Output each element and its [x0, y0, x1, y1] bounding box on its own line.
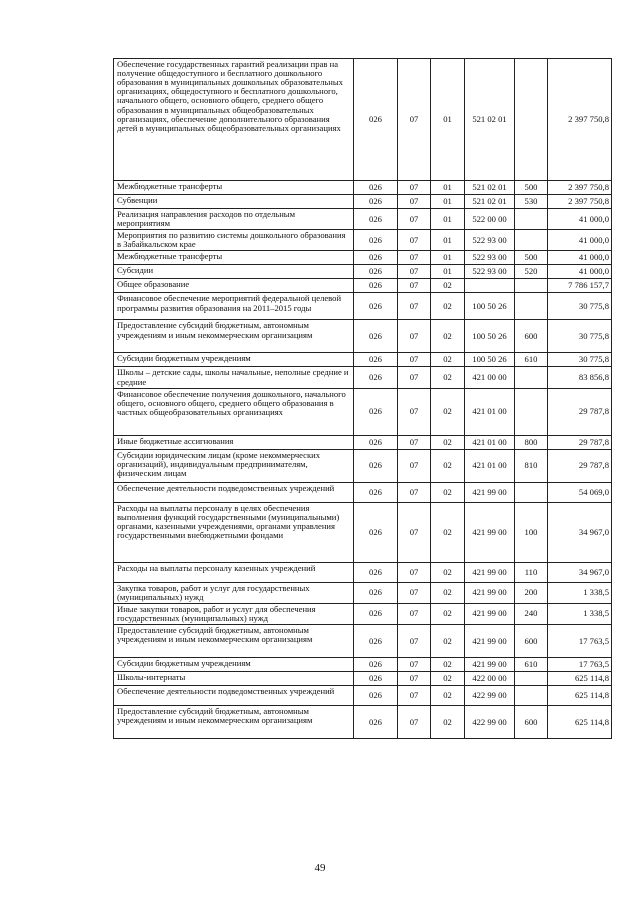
row-name: Расходы на выплаты персоналу в целях обеспечения выполнения функций государственными (муниципальными) органами, казенными учреждениями, органами управления государственными внебюджетными фондами	[114, 502, 354, 562]
row-subsection-code: 01	[431, 230, 465, 251]
row-subsection-code: 02	[431, 658, 465, 672]
row-expense-type: 600	[515, 625, 548, 658]
row-expense-type	[515, 293, 548, 320]
row-ved-code: 026	[354, 482, 398, 502]
row-name: Субсидии юридическим лицам (кроме некоммерческих организаций), индивидуальным предпринимателям, физическим лицам	[114, 449, 354, 482]
table-row	[114, 230, 612, 251]
row-section-code: 07	[398, 582, 431, 603]
row-expense-type: 240	[515, 603, 548, 624]
row-expense-type	[515, 279, 548, 293]
row-target-article: 421 99 00	[465, 603, 515, 624]
row-target-article: 421 01 00	[465, 449, 515, 482]
row-subsection-code: 02	[431, 449, 465, 482]
row-expense-type: 520	[515, 265, 548, 279]
row-subsection-code: 02	[431, 686, 465, 706]
row-ved-code: 026	[354, 209, 398, 230]
row-expense-type: 800	[515, 435, 548, 449]
row-target-article: 422 99 00	[465, 706, 515, 739]
row-section-code: 07	[398, 209, 431, 230]
table-row	[114, 181, 612, 195]
row-expense-type: 530	[515, 195, 548, 209]
table-row	[114, 353, 612, 367]
row-ved-code: 026	[354, 195, 398, 209]
row-name: Реализация направления расходов по отдельным мероприятиям	[114, 209, 354, 230]
page-number: 49	[314, 862, 326, 874]
row-name: Субсидии бюджетным учреждениям	[114, 658, 354, 672]
row-amount: 41 000,0	[548, 251, 612, 265]
row-section-code: 07	[398, 230, 431, 251]
row-target-article: 521 02 01	[465, 195, 515, 209]
row-target-article: 522 00 00	[465, 209, 515, 230]
row-name: Обеспечение государственных гарантий реализации прав на получение общедоступного и бесплатного дошкольного образования в муниципальных дошкольных образовательных организациях, общедоступного и бесплатного дошкольного, начального общего, основного общего, среднего общего образования в муниципальных общеобразовательных организациях, обеспечение дополнительного образования детей в муниципальных общеобразовательных организациях	[114, 59, 354, 181]
row-amount: 83 856,8	[548, 367, 612, 388]
row-ved-code: 026	[354, 293, 398, 320]
row-ved-code: 026	[354, 367, 398, 388]
row-name: Предоставление субсидий бюджетным, автономным учреждениям и иным некоммерческим организациям	[114, 320, 354, 353]
table-row	[114, 435, 612, 449]
row-subsection-code: 02	[431, 482, 465, 502]
row-subsection-code: 02	[431, 320, 465, 353]
row-expense-type	[515, 388, 548, 435]
row-ved-code: 026	[354, 686, 398, 706]
row-subsection-code: 02	[431, 388, 465, 435]
row-amount: 1 338,5	[548, 603, 612, 624]
budget-table	[113, 58, 612, 739]
row-name: Предоставление субсидий бюджетным, автономным учреждениям и иным некоммерческим организациям	[114, 706, 354, 739]
row-section-code: 07	[398, 293, 431, 320]
row-ved-code: 026	[354, 320, 398, 353]
row-section-code: 07	[398, 625, 431, 658]
row-target-article: 100 50 26	[465, 353, 515, 367]
row-name: Расходы на выплаты персоналу казенных учреждений	[114, 562, 354, 582]
row-section-code: 07	[398, 482, 431, 502]
row-expense-type: 600	[515, 320, 548, 353]
row-amount: 34 967,0	[548, 562, 612, 582]
row-section-code: 07	[398, 251, 431, 265]
row-expense-type	[515, 230, 548, 251]
row-amount: 1 338,5	[548, 582, 612, 603]
row-subsection-code: 02	[431, 625, 465, 658]
table-row	[114, 388, 612, 435]
row-ved-code: 026	[354, 388, 398, 435]
table-row	[114, 502, 612, 562]
row-section-code: 07	[398, 672, 431, 686]
row-expense-type	[515, 672, 548, 686]
row-name: Школы-интернаты	[114, 672, 354, 686]
row-amount: 2 397 750,8	[548, 195, 612, 209]
row-amount: 34 967,0	[548, 502, 612, 562]
row-name: Обеспечение деятельности подведомственных учреждений	[114, 686, 354, 706]
row-name: Мероприятия по развитию системы дошкольного образования в Забайкальском крае	[114, 230, 354, 251]
row-amount: 625 114,8	[548, 672, 612, 686]
row-expense-type	[515, 686, 548, 706]
row-expense-type	[515, 482, 548, 502]
row-ved-code: 026	[354, 59, 398, 181]
row-target-article	[465, 279, 515, 293]
row-name: Иные закупки товаров, работ и услуг для обеспечения государственных (муниципальных) нужд	[114, 603, 354, 624]
row-name: Финансовое обеспечение мероприятий федеральной целевой программы развития образования на 2011–2015 годы	[114, 293, 354, 320]
row-target-article: 421 99 00	[465, 625, 515, 658]
row-amount: 29 787,8	[548, 435, 612, 449]
row-target-article: 421 99 00	[465, 502, 515, 562]
row-name: Школы – детские сады, школы начальные, неполные средние и средние	[114, 367, 354, 388]
row-section-code: 07	[398, 706, 431, 739]
row-section-code: 07	[398, 181, 431, 195]
row-subsection-code: 02	[431, 562, 465, 582]
row-amount: 17 763,5	[548, 625, 612, 658]
row-expense-type: 100	[515, 502, 548, 562]
row-target-article: 100 50 26	[465, 293, 515, 320]
row-amount: 625 114,8	[548, 686, 612, 706]
table-row	[114, 582, 612, 603]
row-subsection-code: 02	[431, 672, 465, 686]
row-ved-code: 026	[354, 353, 398, 367]
table-row	[114, 209, 612, 230]
row-expense-type: 200	[515, 582, 548, 603]
row-target-article: 421 99 00	[465, 482, 515, 502]
row-expense-type: 500	[515, 251, 548, 265]
row-ved-code: 026	[354, 706, 398, 739]
row-name: Межбюджетные трансферты	[114, 181, 354, 195]
row-section-code: 07	[398, 353, 431, 367]
row-section-code: 07	[398, 603, 431, 624]
table-row	[114, 482, 612, 502]
table-row	[114, 686, 612, 706]
row-ved-code: 026	[354, 625, 398, 658]
row-target-article: 521 02 01	[465, 59, 515, 181]
row-section-code: 07	[398, 59, 431, 181]
row-subsection-code: 02	[431, 435, 465, 449]
row-amount: 7 786 157,7	[548, 279, 612, 293]
row-subsection-code: 02	[431, 353, 465, 367]
row-section-code: 07	[398, 562, 431, 582]
row-expense-type	[515, 209, 548, 230]
row-ved-code: 026	[354, 251, 398, 265]
table-row	[114, 251, 612, 265]
row-expense-type	[515, 59, 548, 181]
row-name: Предоставление субсидий бюджетным, автономным учреждениям и иным некоммерческим организациям	[114, 625, 354, 658]
table-row	[114, 367, 612, 388]
row-subsection-code: 02	[431, 582, 465, 603]
row-name: Финансовое обеспечение получения дошкольного, начального общего, основного общего, среднего общего образования в частных общеобразовательных организациях	[114, 388, 354, 435]
row-amount: 2 397 750,8	[548, 181, 612, 195]
table-row	[114, 672, 612, 686]
table-row	[114, 706, 612, 739]
row-target-article: 522 93 00	[465, 265, 515, 279]
row-section-code: 07	[398, 449, 431, 482]
row-amount: 2 397 750,8	[548, 59, 612, 181]
row-target-article: 421 01 00	[465, 388, 515, 435]
table-row	[114, 449, 612, 482]
table-row	[114, 279, 612, 293]
row-ved-code: 026	[354, 562, 398, 582]
row-ved-code: 026	[354, 603, 398, 624]
row-amount: 625 114,8	[548, 706, 612, 739]
row-subsection-code: 02	[431, 502, 465, 562]
row-subsection-code: 02	[431, 279, 465, 293]
row-section-code: 07	[398, 320, 431, 353]
row-ved-code: 026	[354, 582, 398, 603]
row-amount: 30 775,8	[548, 353, 612, 367]
row-target-article: 100 50 26	[465, 320, 515, 353]
table-row	[114, 320, 612, 353]
row-amount: 29 787,8	[548, 449, 612, 482]
row-section-code: 07	[398, 435, 431, 449]
row-subsection-code: 01	[431, 265, 465, 279]
row-expense-type: 500	[515, 181, 548, 195]
row-section-code: 07	[398, 388, 431, 435]
row-subsection-code: 01	[431, 59, 465, 181]
row-amount: 30 775,8	[548, 320, 612, 353]
row-section-code: 07	[398, 279, 431, 293]
row-amount: 17 763,5	[548, 658, 612, 672]
row-amount: 30 775,8	[548, 293, 612, 320]
row-name: Обеспечение деятельности подведомственных учреждений	[114, 482, 354, 502]
row-section-code: 07	[398, 686, 431, 706]
row-name: Общее образование	[114, 279, 354, 293]
row-amount: 54 069,0	[548, 482, 612, 502]
row-name: Субсидии	[114, 265, 354, 279]
table-row	[114, 625, 612, 658]
row-target-article: 521 02 01	[465, 181, 515, 195]
row-ved-code: 026	[354, 181, 398, 195]
row-section-code: 07	[398, 195, 431, 209]
row-target-article: 422 99 00	[465, 686, 515, 706]
row-name: Субсидии бюджетным учреждениям	[114, 353, 354, 367]
row-expense-type: 600	[515, 706, 548, 739]
row-subsection-code: 01	[431, 251, 465, 265]
table-row	[114, 562, 612, 582]
row-subsection-code: 01	[431, 209, 465, 230]
table-row	[114, 195, 612, 209]
row-subsection-code: 02	[431, 706, 465, 739]
row-ved-code: 026	[354, 435, 398, 449]
row-ved-code: 026	[354, 672, 398, 686]
row-section-code: 07	[398, 367, 431, 388]
row-name: Межбюджетные трансферты	[114, 251, 354, 265]
table-row	[114, 293, 612, 320]
row-expense-type: 610	[515, 353, 548, 367]
row-name: Иные бюджетные ассигнования	[114, 435, 354, 449]
row-target-article: 421 01 00	[465, 435, 515, 449]
table-row	[114, 603, 612, 624]
row-ved-code: 026	[354, 658, 398, 672]
row-target-article: 522 93 00	[465, 230, 515, 251]
table-body	[114, 59, 612, 739]
row-subsection-code: 02	[431, 293, 465, 320]
row-ved-code: 026	[354, 265, 398, 279]
row-amount: 41 000,0	[548, 209, 612, 230]
table-row	[114, 59, 612, 181]
row-ved-code: 026	[354, 230, 398, 251]
row-target-article: 522 93 00	[465, 251, 515, 265]
row-section-code: 07	[398, 658, 431, 672]
row-subsection-code: 02	[431, 367, 465, 388]
row-ved-code: 026	[354, 449, 398, 482]
row-name: Закупка товаров, работ и услуг для государственных (муниципальных) нужд	[114, 582, 354, 603]
row-subsection-code: 01	[431, 181, 465, 195]
row-expense-type: 610	[515, 658, 548, 672]
row-target-article: 421 99 00	[465, 658, 515, 672]
row-ved-code: 026	[354, 279, 398, 293]
row-section-code: 07	[398, 265, 431, 279]
row-target-article: 421 00 00	[465, 367, 515, 388]
row-amount: 41 000,0	[548, 230, 612, 251]
table-row	[114, 658, 612, 672]
row-ved-code: 026	[354, 502, 398, 562]
row-amount: 41 000,0	[548, 265, 612, 279]
row-section-code: 07	[398, 502, 431, 562]
row-subsection-code: 01	[431, 195, 465, 209]
row-target-article: 421 99 00	[465, 562, 515, 582]
table-row	[114, 265, 612, 279]
row-expense-type: 110	[515, 562, 548, 582]
row-subsection-code: 02	[431, 603, 465, 624]
row-target-article: 422 00 00	[465, 672, 515, 686]
row-target-article: 421 99 00	[465, 582, 515, 603]
row-expense-type: 810	[515, 449, 548, 482]
row-amount: 29 787,8	[548, 388, 612, 435]
row-expense-type	[515, 367, 548, 388]
row-name: Субвенции	[114, 195, 354, 209]
